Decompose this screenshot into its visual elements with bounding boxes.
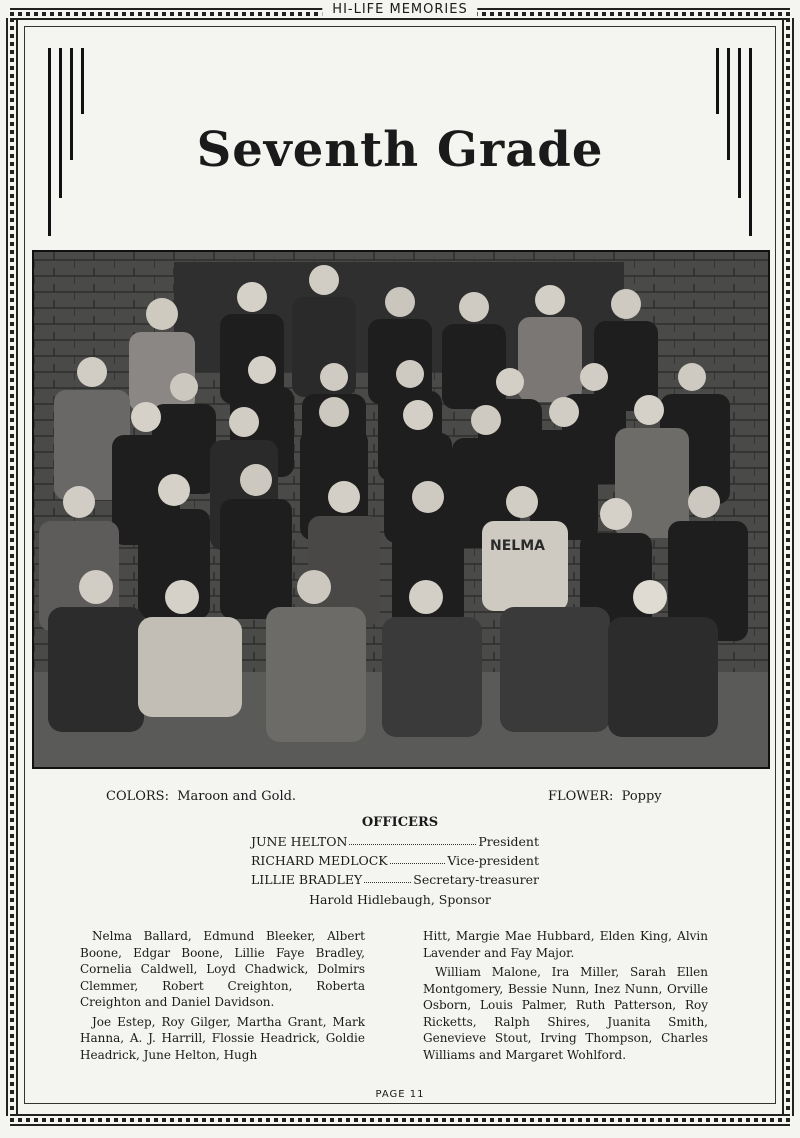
roster-paragraph: Joe Estep, Roy Gilger, Martha Grant, Mark Hanna, A. J. Harrill, Flossie Headrick, Goldie Headrick, June Helton, Hugh bbox=[80, 1014, 365, 1062]
roster-column-left bbox=[80, 928, 365, 1066]
flower-label: FLOWER: bbox=[548, 789, 614, 804]
officer-role: Secretary-treasurer bbox=[413, 872, 539, 887]
shirt-label: NELMA bbox=[490, 538, 545, 554]
page-title: Seventh Grade bbox=[196, 122, 604, 178]
sponsor: Harold Hidlebaugh, Sponsor bbox=[309, 892, 491, 907]
bottom-border bbox=[10, 1114, 790, 1126]
colors-label: COLORS: bbox=[106, 789, 169, 804]
flower-value: Poppy bbox=[621, 789, 662, 804]
class-colors bbox=[106, 789, 296, 804]
roster-paragraph: William Malone, Ira Miller, Sarah Ellen Montgomery, Bessie Nunn, Inez Nunn, Orville Osborn, Louis Palmer, Ruth Patterson, Roy Ricketts, Ralph Shires, Juanita Smith, Genevieve Stout, Irving Thompson, Charles Williams and Margaret Wohlford. bbox=[423, 965, 708, 1062]
header-title: HI-LIFE MEMORIES bbox=[322, 2, 477, 17]
roster-paragraph: Nelma Ballard, Edmund Bleeker, Albert Boone, Edgar Boone, Lillie Faye Bradley, Cornelia Caldwell, Loyd Chadwick, Dolmirs Clemmer, Robert Creighton, Roberta Creighton and Daniel Davidson. bbox=[80, 929, 365, 1009]
officer-role: President bbox=[478, 834, 539, 849]
roster-column-right bbox=[423, 928, 708, 1066]
class-flower bbox=[548, 789, 662, 804]
officer-vice-president bbox=[251, 853, 539, 868]
officer-name: RICHARD MEDLOCK bbox=[251, 853, 388, 868]
officers-heading: OFFICERS bbox=[361, 815, 439, 830]
officer-role: Vice-president bbox=[447, 853, 539, 868]
officer-president bbox=[251, 834, 539, 849]
officer-secretary-treasurer bbox=[251, 872, 539, 887]
right-border bbox=[782, 18, 794, 1116]
left-border bbox=[6, 18, 18, 1116]
officer-name: LILLIE BRADLEY bbox=[251, 872, 363, 887]
officer-name: JUNE HELTON bbox=[251, 834, 348, 849]
colors-value: Maroon and Gold. bbox=[177, 789, 297, 804]
page-number: PAGE 11 bbox=[375, 1089, 425, 1100]
roster-paragraph: Hitt, Margie Mae Hubbard, Elden King, Alvin Lavender and Fay Major. bbox=[423, 929, 708, 960]
class-photo bbox=[32, 250, 770, 769]
